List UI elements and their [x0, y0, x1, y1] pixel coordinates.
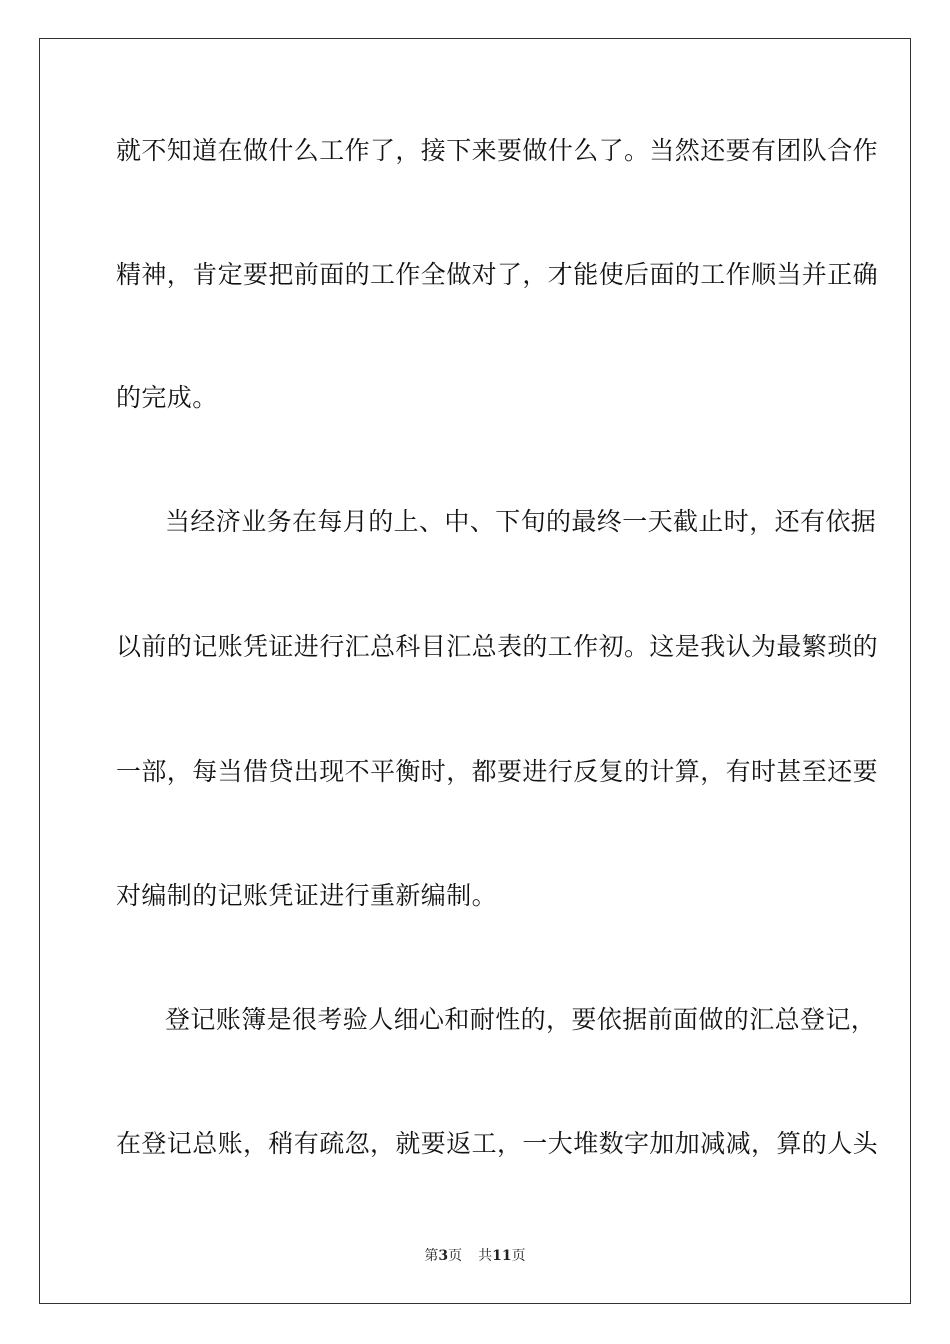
body-line-2: 精神，肯定要把前面的工作全做对了，才能使后面的工作顺当并正确	[116, 260, 879, 289]
page-prefix: 第	[424, 1248, 439, 1264]
body-line-5: 以前的记账凭证进行汇总科目汇总表的工作初。这是我认为最繁琐的	[116, 632, 879, 661]
body-line-1: 就不知道在做什么工作了，接下来要做什么了。当然还要有团队合作	[116, 136, 879, 165]
body-line-3: 的完成。	[116, 383, 218, 412]
total-prefix: 共	[478, 1248, 493, 1264]
page-border	[39, 38, 911, 1304]
body-line-6: 一部，每当借贷出现不平衡时，都要进行反复的计算，有时甚至还要	[116, 757, 879, 786]
page-footer	[0, 1247, 950, 1265]
body-line-7: 对编制的记账凭证进行重新编制。	[116, 881, 498, 910]
body-line-4: 当经济业务在每月的上、中、下旬的最终一天截止时，还有依据	[165, 507, 877, 536]
page-suffix: 页	[448, 1248, 463, 1264]
body-line-8: 登记账簿是很考验人细心和耐性的，要依据前面做的汇总登记，	[165, 1005, 877, 1034]
page-number: 3	[438, 1248, 449, 1264]
total-suffix: 页	[511, 1248, 526, 1264]
total-pages: 11	[492, 1248, 512, 1264]
body-line-9: 在登记总账，稍有疏忽，就要返工，一大堆数字加加减减，算的人头	[116, 1129, 879, 1158]
